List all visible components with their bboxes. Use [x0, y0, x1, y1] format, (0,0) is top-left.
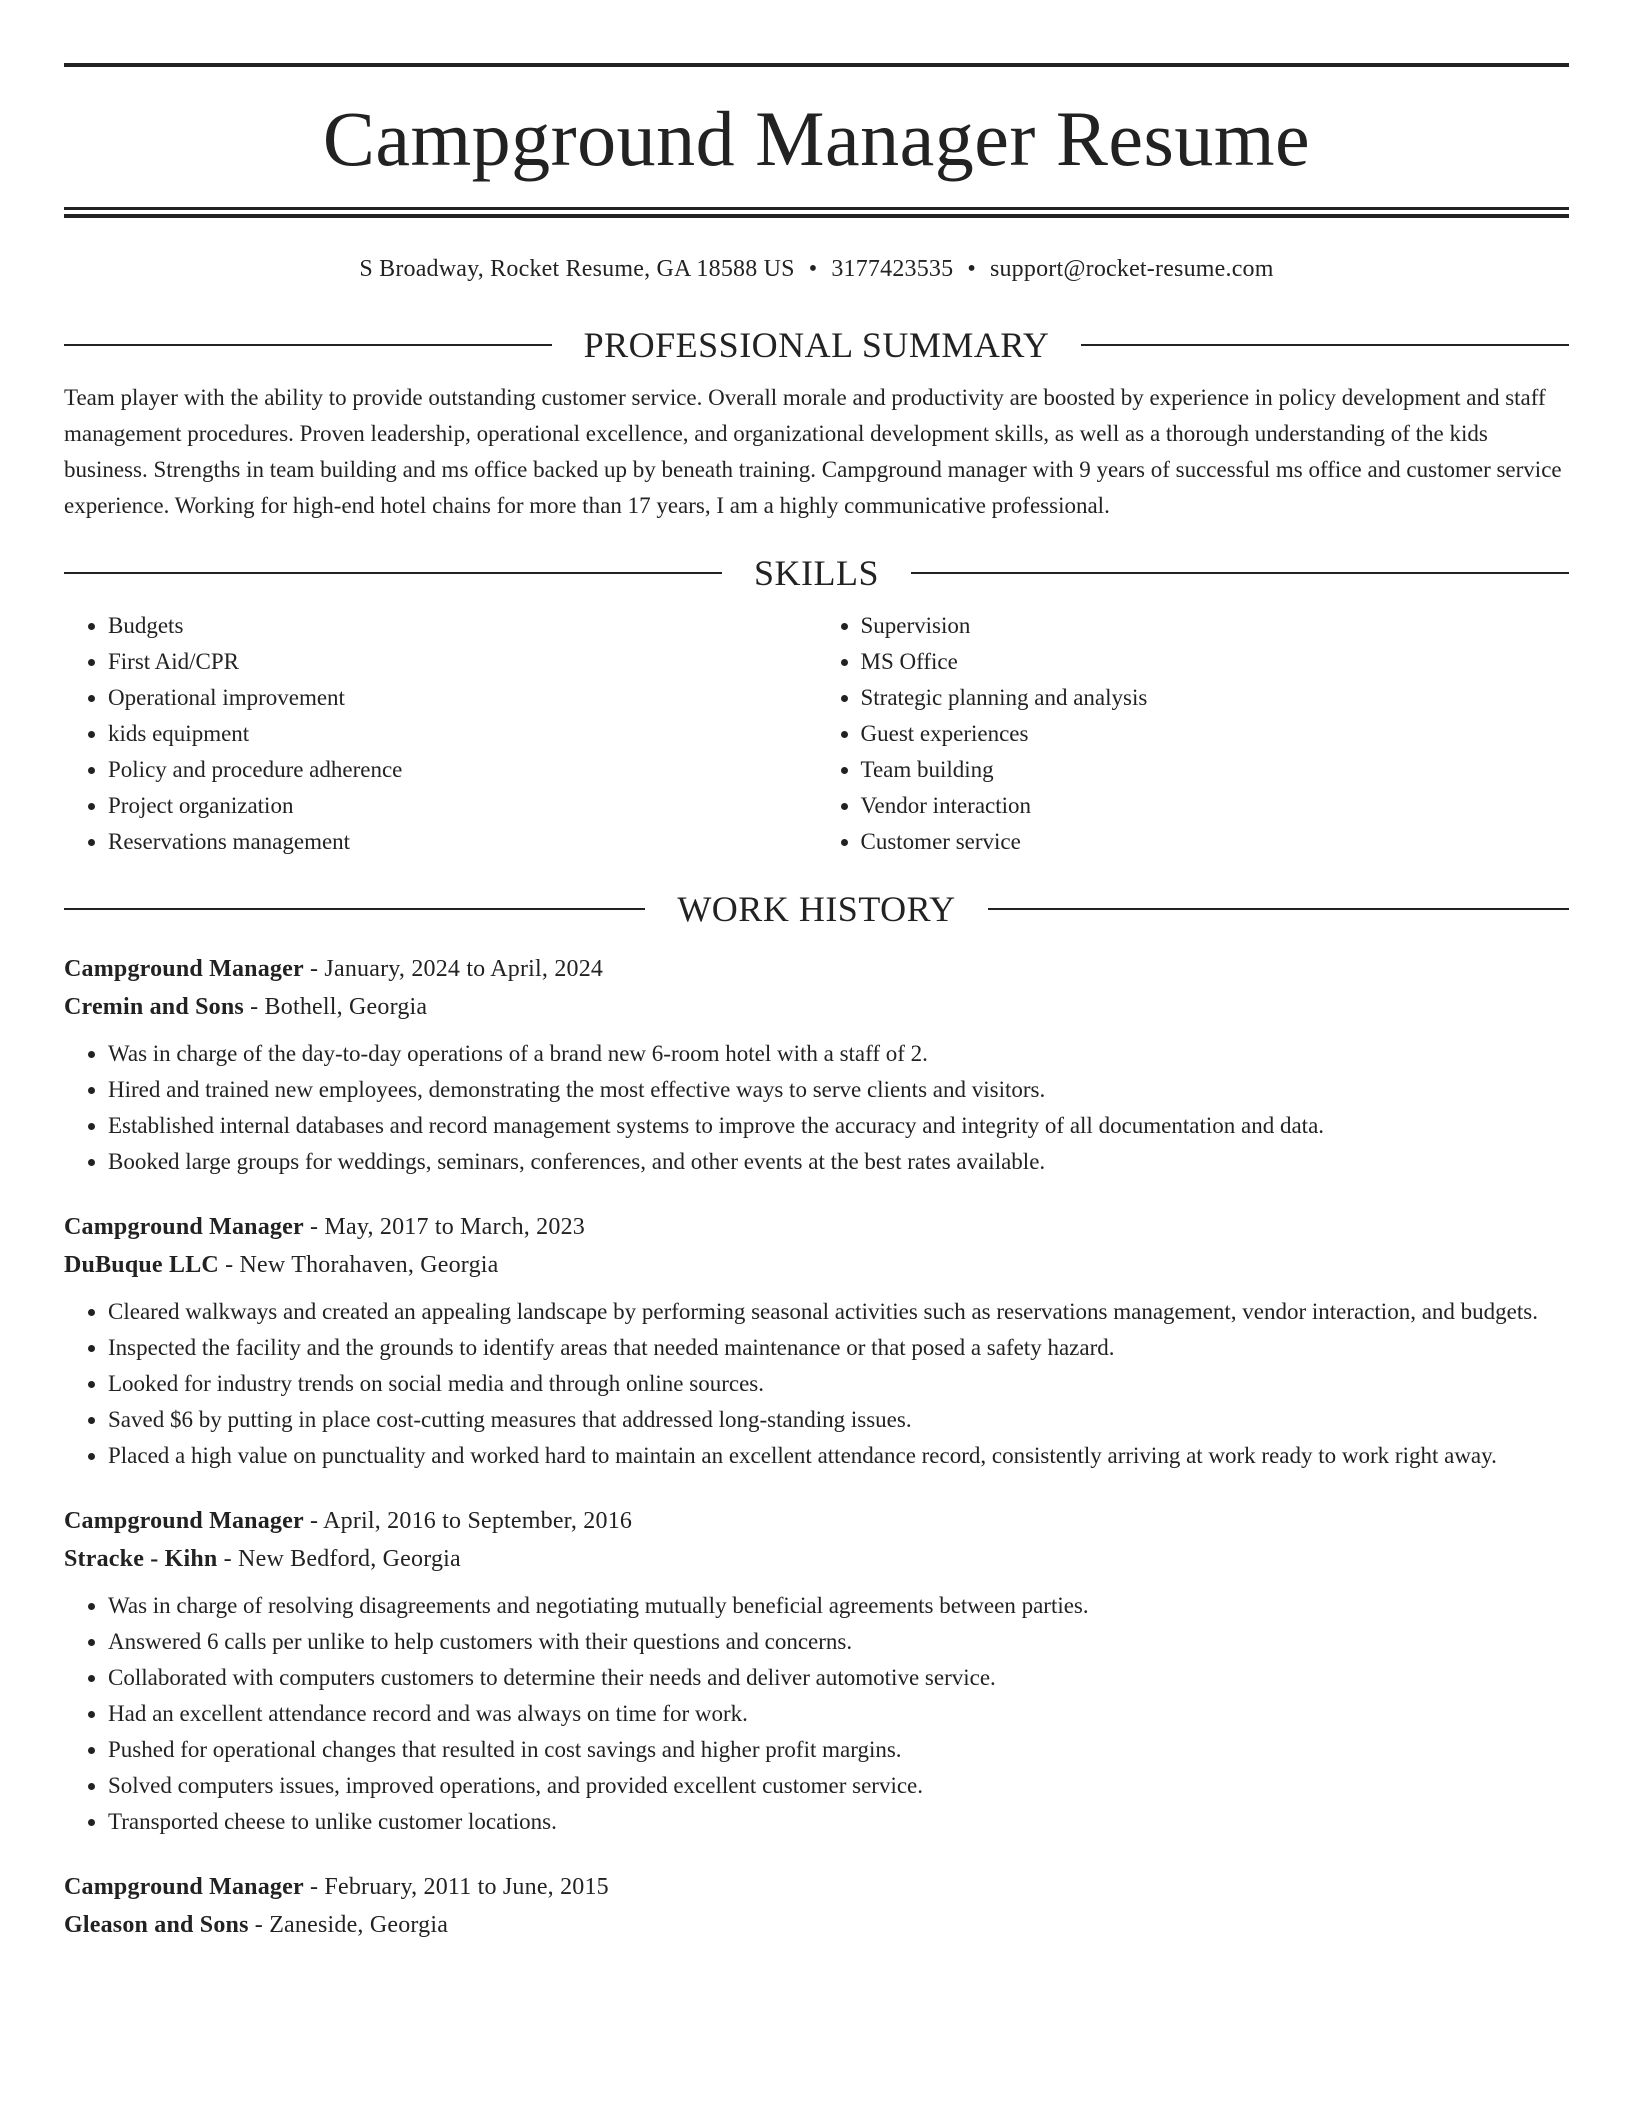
summary-heading-text: PROFESSIONAL SUMMARY — [583, 325, 1050, 365]
work-heading — [64, 888, 1569, 930]
job-company-line — [64, 1540, 1569, 1578]
summary-text: Team player with the ability to provide outstanding customer service. Overall morale and productivity are boosted by experience in policy development and staff management procedures. Proven leadership, operational excellence, and organizational development skills, as well as a thorough understanding of the kids business. Strengths in team building and ms office backed up by beneath training. Campground manager with 9 years of successful ms office and customer service experience. Working for high-end hotel chains for more than 17 years, I am a highly communicative professional. — [64, 385, 1562, 518]
job-title: Campground Manager — [64, 1508, 304, 1534]
job-bullet: • Was in charge of the day-to-day operations of a brand new 6-room hotel with a staff of 2. — [108, 1036, 1569, 1072]
job-bullet: • Pushed for operational changes that resulted in cost savings and higher profit margins. — [108, 1732, 1569, 1768]
job-company-line — [64, 1906, 1569, 1944]
job-bullet: • Inspected the facility and the grounds to identify areas that needed maintenance or that posed a safety hazard. — [108, 1330, 1569, 1366]
skill-item: • Strategic planning and analysis — [861, 680, 1570, 716]
skill-item: • Budgets — [108, 608, 817, 644]
job-dates: - February, 2011 to June, 2015 — [303, 1874, 609, 1900]
contact-phone: 3177423535 — [831, 256, 954, 282]
job-entry — [64, 1868, 1569, 1944]
job-title-line — [64, 1868, 1569, 1906]
job-title-line — [64, 1208, 1569, 1246]
heading-rule-right — [1081, 344, 1569, 346]
skill-item: • Operational improvement — [108, 680, 817, 716]
job-company-line — [64, 1246, 1569, 1284]
job-company-line — [64, 988, 1569, 1026]
job-dates: - January, 2024 to April, 2024 — [303, 956, 604, 982]
job-company: Cremin and Sons — [64, 994, 244, 1020]
job-location: - New Thorahaven, Georgia — [218, 1252, 499, 1278]
job-bullets — [64, 1294, 1569, 1474]
skill-item: • MS Office — [861, 644, 1570, 680]
skill-item: • Customer service — [861, 824, 1570, 860]
job-bullet: • Was in charge of resolving disagreements and negotiating mutually beneficial agreements between parties. — [108, 1588, 1569, 1624]
skills-heading — [64, 552, 1569, 594]
job-location: - Zaneside, Georgia — [248, 1912, 449, 1938]
skills-list — [64, 608, 1569, 860]
job-location: - New Bedford, Georgia — [217, 1546, 461, 1572]
job-title: Campground Manager — [64, 956, 304, 982]
heading-rule-left — [64, 908, 645, 910]
skill-item: • Guest experiences — [861, 716, 1570, 752]
work-history-list — [64, 950, 1569, 1944]
job-bullet: • Established internal databases and record management systems to improve the accuracy and integrity of all documentation and data. — [108, 1108, 1569, 1144]
skills-heading-text: SKILLS — [754, 553, 880, 593]
job-bullet: • Answered 6 calls per unlike to help customers with their questions and concerns. — [108, 1624, 1569, 1660]
job-title: Campground Manager — [64, 1874, 304, 1900]
job-company: Gleason and Sons — [64, 1912, 249, 1938]
resume-page — [64, 0, 1569, 1944]
skill-item: • Project organization — [108, 788, 817, 824]
job-entry — [64, 950, 1569, 1180]
skills-column-right — [817, 608, 1570, 860]
heading-rule-right — [911, 572, 1569, 574]
skill-item: • Vendor interaction — [861, 788, 1570, 824]
job-entry — [64, 1208, 1569, 1474]
contact-line — [64, 254, 1569, 284]
job-bullet: • Placed a high value on punctuality and worked hard to maintain an excellent attendance record, consistently arriving at work ready to work right away. — [108, 1438, 1569, 1474]
job-bullet: • Saved $6 by putting in place cost-cutting measures that addressed long-standing issues. — [108, 1402, 1569, 1438]
job-bullet: • Cleared walkways and created an appealing landscape by performing seasonal activities such as reservations management, vendor interaction, and budgets. — [108, 1294, 1569, 1330]
job-bullet: • Transported cheese to unlike customer locations. — [108, 1804, 1569, 1840]
skill-item: • Policy and procedure adherence — [108, 752, 817, 788]
heading-rule-left — [64, 572, 722, 574]
job-bullets — [64, 1588, 1569, 1840]
job-location: - Bothell, Georgia — [243, 994, 428, 1020]
skill-item: • Reservations management — [108, 824, 817, 860]
summary-heading — [64, 324, 1569, 366]
title-double-rule — [64, 207, 1569, 218]
job-bullet: • Had an excellent attendance record and was always on time for work. — [108, 1696, 1569, 1732]
contact-email[interactable]: support@rocket-resume.com — [989, 256, 1274, 282]
job-bullet: • Collaborated with computers customers to determine their needs and deliver automotive service. — [108, 1660, 1569, 1696]
job-dates: - April, 2016 to September, 2016 — [303, 1508, 633, 1534]
job-title-line — [64, 1502, 1569, 1540]
job-entry — [64, 1502, 1569, 1840]
skill-item: • First Aid/CPR — [108, 644, 817, 680]
contact-separator: • — [967, 256, 976, 282]
work-heading-text: WORK HISTORY — [677, 889, 956, 929]
job-company: DuBuque LLC — [64, 1252, 219, 1278]
contact-separator: • — [808, 256, 818, 282]
job-bullet: • Looked for industry trends on social media and through online sources. — [108, 1366, 1569, 1402]
heading-rule-left — [64, 344, 552, 346]
job-bullet: • Solved computers issues, improved operations, and provided excellent customer service. — [108, 1768, 1569, 1804]
skill-item: • kids equipment — [108, 716, 817, 752]
heading-rule-right — [988, 908, 1569, 910]
job-bullet: • Hired and trained new employees, demonstrating the most effective ways to serve clients and visitors. — [108, 1072, 1569, 1108]
job-title: Campground Manager — [64, 1214, 304, 1240]
skill-item: • Supervision — [861, 608, 1570, 644]
job-dates: - May, 2017 to March, 2023 — [303, 1214, 585, 1240]
skill-item: • Team building — [861, 752, 1570, 788]
job-company: Stracke - Kihn — [64, 1546, 218, 1572]
job-title-line — [64, 950, 1569, 988]
skills-column-left — [64, 608, 817, 860]
resume-title: Campground Manager Resume — [322, 95, 1311, 182]
contact-address: S Broadway, Rocket Resume, GA 18588 US — [359, 256, 795, 282]
job-bullets — [64, 1036, 1569, 1180]
job-bullet: • Booked large groups for weddings, seminars, conferences, and other events at the best rates available. — [108, 1144, 1569, 1180]
